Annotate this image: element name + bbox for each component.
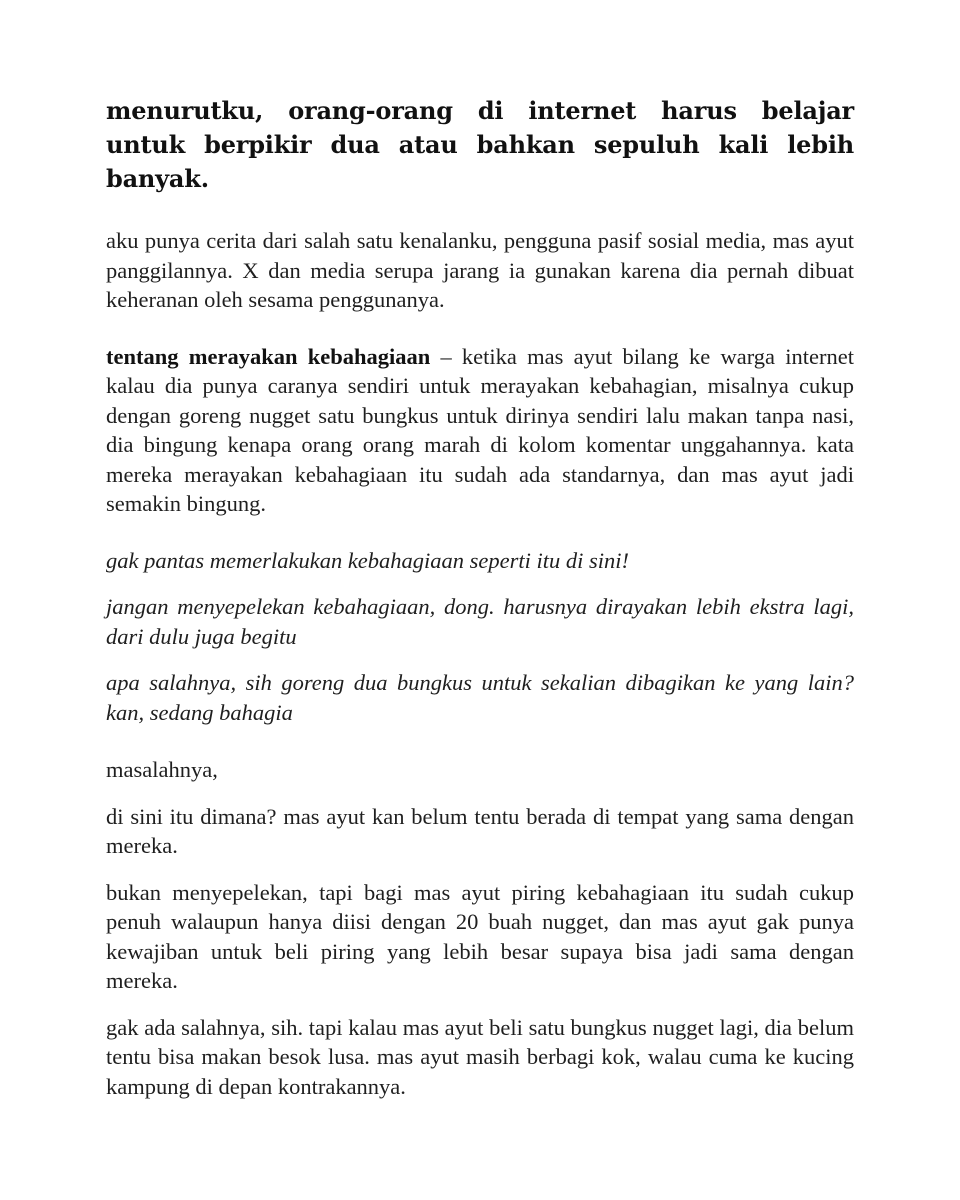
section-body: – ketika mas ayut bilang ke warga internet kalau dia punya caranya sendiri untuk merayakan kebahagian, misalnya cukup dengan goreng nugget satu bungkus untuk dirinya sendiri lalu makan tanpa nasi, dia bingung kenapa orang orang marah di kolom komentar unggahannya. kata mereka merayakan kebahagiaan itu sudah ada standarnya, dan mas ayut jadi semakin bingung.: [106, 343, 854, 516]
quote-item: gak pantas memerlakukan kebahagiaan seperti itu di sini!: [106, 547, 630, 573]
document-page: [106, 94, 854, 1118]
response-paragraph: di sini itu dimana? mas ayut kan belum tentu berada di tempat yang sama dengan mereka.: [106, 803, 854, 858]
quote-list: [106, 546, 854, 728]
section-paragraph: [106, 342, 854, 519]
response-paragraph: bukan menyepelekan, tapi bagi mas ayut piring kebahagiaan itu sudah cukup penuh walaupun hanya diisi dengan 20 buah nugget, dan mas ayut gak punya kewajiban untuk beli piring yang lebih besar supaya bisa jadi sama dengan mereka.: [106, 879, 854, 993]
masalah-paragraph: masalahnya,: [106, 757, 218, 782]
section-lead: tentang merayakan kebahagiaan: [106, 343, 431, 369]
quote-item: apa salahnya, sih goreng dua bungkus untuk sekalian dibagikan ke yang lain? kan, sedang bahagia: [106, 670, 854, 725]
intro-paragraph: aku punya cerita dari salah satu kenalanku, pengguna pasif sosial media, mas ayut panggilannya. X dan media serupa jarang ia gunakan karena dia pernah dibuat keheranan oleh sesama penggunanya.: [106, 228, 854, 312]
quote-item: jangan menyepelekan kebahagiaan, dong. harusnya dirayakan lebih ekstra lagi, dari dulu juga begitu: [106, 594, 854, 649]
document-title: menurutku, orang-orang di internet harus belajar untuk berpikir dua atau bahkan sepuluh kali lebih banyak.: [106, 96, 854, 193]
response-paragraph: gak ada salahnya, sih. tapi kalau mas ayut beli satu bungkus nugget lagi, dia belum tentu bisa makan besok lusa. mas ayut masih berbagi kok, walau cuma ke kucing kampung di depan kontrakannya.: [106, 1014, 854, 1099]
